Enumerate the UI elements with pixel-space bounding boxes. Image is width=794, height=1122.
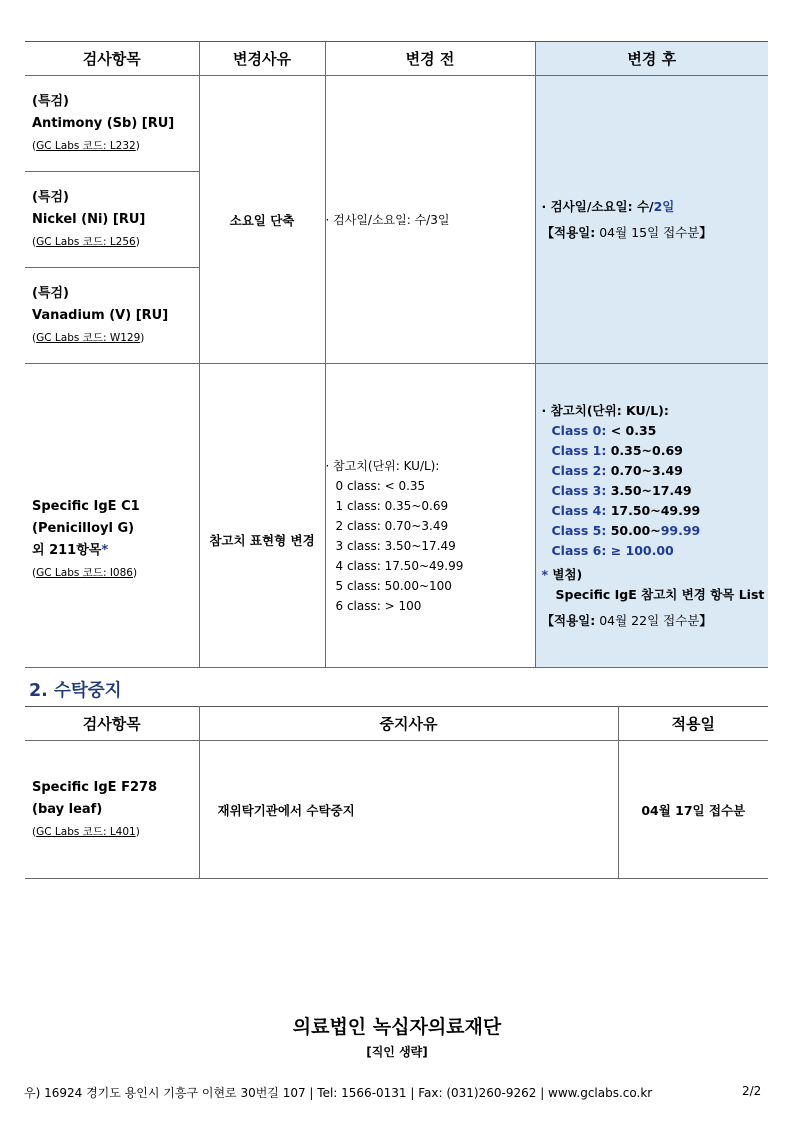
asterisk-mark: * bbox=[541, 566, 549, 582]
item-specific-ige-f278 bbox=[25, 741, 199, 879]
header-apply-date: 적용일 bbox=[618, 707, 768, 741]
apply-close: 】 bbox=[699, 224, 712, 240]
class-label: Class 1: bbox=[551, 442, 607, 458]
header-item: 검사항목 bbox=[25, 42, 199, 76]
before-ref-line: 1 class: 0.35~0.69 bbox=[335, 498, 449, 513]
after-days-value: 2일 bbox=[653, 198, 675, 214]
item-tag: (특검) bbox=[32, 189, 69, 205]
item-name-line: 외 211항목 bbox=[32, 542, 102, 558]
class-value-highlight: 99.99 bbox=[660, 522, 701, 538]
item-code: GC Labs 코드: L232 bbox=[36, 139, 136, 152]
before-ref-title: · 참고치(단위: KU/L): bbox=[325, 458, 440, 473]
attachment-text: Specific IgE 참고치 변경 항목 List bbox=[555, 586, 765, 602]
class-value: 17.50~49.99 bbox=[610, 502, 701, 518]
seal-omitted: [직인 생략] bbox=[366, 1045, 428, 1059]
item-name-line: (bay leaf) bbox=[32, 801, 103, 817]
reason-reference-format bbox=[199, 364, 325, 668]
apply-open: 【적용일: bbox=[541, 612, 596, 628]
before-ref-line: 2 class: 0.70~3.49 bbox=[335, 518, 449, 533]
class-value: 0.35~0.69 bbox=[610, 442, 683, 458]
code-close: ) bbox=[140, 331, 145, 344]
item-antimony bbox=[25, 76, 199, 172]
class-value: 3.50~17.49 bbox=[610, 482, 692, 498]
class-label: Class 4: bbox=[551, 502, 607, 518]
apply-date: 04월 15일 접수분 bbox=[595, 224, 700, 240]
item-code: GC Labs 코드: L401 bbox=[36, 825, 136, 838]
apply-close: 】 bbox=[699, 612, 712, 628]
item-code: GC Labs 코드: L256 bbox=[36, 235, 136, 248]
header-after: 변경 후 bbox=[535, 42, 768, 76]
class-value-highlight: ≥ 100.00 bbox=[610, 542, 674, 558]
apply-open: 【적용일: bbox=[541, 224, 596, 240]
after-reference-cell bbox=[535, 364, 768, 668]
code-open: ( bbox=[32, 331, 37, 344]
header-item: 검사항목 bbox=[25, 707, 199, 741]
item-name-line: Specific IgE F278 bbox=[32, 779, 158, 795]
code-close: ) bbox=[132, 566, 138, 579]
after-ref-title: · 참고치(단위: KU/L): bbox=[541, 402, 669, 418]
item-name: Antimony (Sb) [RU] bbox=[32, 115, 175, 131]
code-close: ) bbox=[135, 235, 140, 248]
code-open: ( bbox=[32, 139, 37, 152]
item-name: Vanadium (V) [RU] bbox=[32, 307, 169, 323]
item-nickel bbox=[25, 172, 199, 268]
item-vanadium bbox=[25, 268, 199, 364]
organization-name: 의료법인 녹십자의료재단 bbox=[292, 1016, 502, 1038]
before-ref-line: 0 class: < 0.35 bbox=[335, 478, 426, 493]
before-ref-line: 5 class: 50.00~100 bbox=[335, 578, 452, 593]
class-label: Class 3: bbox=[551, 482, 607, 498]
change-table bbox=[25, 41, 768, 668]
code-close: ) bbox=[135, 825, 140, 838]
before-days: · 검사일/소요일: 수/3일 bbox=[325, 76, 535, 364]
asterisk-mark: * bbox=[101, 542, 109, 558]
apply-date: 04월 22일 접수분 bbox=[595, 612, 700, 628]
after-days-cell bbox=[535, 76, 768, 364]
stop-reason: 재위탁기관에서 수탁중지 bbox=[199, 741, 618, 879]
class-value: 50.00~ bbox=[610, 522, 661, 538]
item-specific-ige-c1 bbox=[25, 364, 199, 668]
class-value: < 0.35 bbox=[610, 422, 657, 438]
code-open: ( bbox=[32, 825, 37, 838]
class-label: Class 2: bbox=[551, 462, 607, 478]
section-title: 2. 수탁중지 bbox=[29, 681, 122, 701]
page-number: 2/2 bbox=[742, 1084, 762, 1098]
header-reason: 변경사유 bbox=[199, 42, 325, 76]
footer-address: 우) 16924 경기도 용인시 기흥구 이현로 30번길 107 | Tel: 1566-0131 | Fax: (031)260-9262 | www.gclabs.co.kr bbox=[24, 1086, 653, 1100]
reason-shorten: 소요일 단축 bbox=[199, 76, 325, 364]
header-before: 변경 전 bbox=[325, 42, 535, 76]
suspension-table bbox=[25, 706, 768, 879]
reason-text: 참고치 표현형 변경 bbox=[209, 532, 315, 548]
after-days-label: · 검사일/소요일: 수/ bbox=[541, 198, 654, 214]
before-ref-line: 6 class: > 100 bbox=[335, 598, 422, 613]
attachment-label: 별첨) bbox=[548, 566, 583, 582]
item-code: GC Labs 코드: I086 bbox=[36, 566, 133, 579]
item-tag: (특검) bbox=[32, 93, 69, 109]
item-tag: (특검) bbox=[32, 285, 69, 301]
code-open: ( bbox=[32, 566, 37, 579]
item-name: Nickel (Ni) [RU] bbox=[32, 211, 146, 227]
item-code: GC Labs 코드: W129 bbox=[36, 331, 141, 344]
class-label: Class 5: bbox=[551, 522, 607, 538]
before-reference-cell bbox=[325, 364, 535, 668]
class-label: Class 6: bbox=[551, 542, 607, 558]
class-value: 0.70~3.49 bbox=[610, 462, 683, 478]
item-name-line: (Penicilloyl G) bbox=[32, 520, 135, 536]
class-label: Class 0: bbox=[551, 422, 607, 438]
apply-date: 04월 17일 접수분 bbox=[618, 741, 768, 879]
code-open: ( bbox=[32, 235, 37, 248]
item-name-line: Specific IgE C1 bbox=[32, 498, 140, 514]
before-ref-line: 3 class: 3.50~17.49 bbox=[335, 538, 456, 553]
before-ref-line: 4 class: 17.50~49.99 bbox=[335, 558, 464, 573]
code-close: ) bbox=[135, 139, 140, 152]
header-stop-reason: 중지사유 bbox=[199, 707, 618, 741]
